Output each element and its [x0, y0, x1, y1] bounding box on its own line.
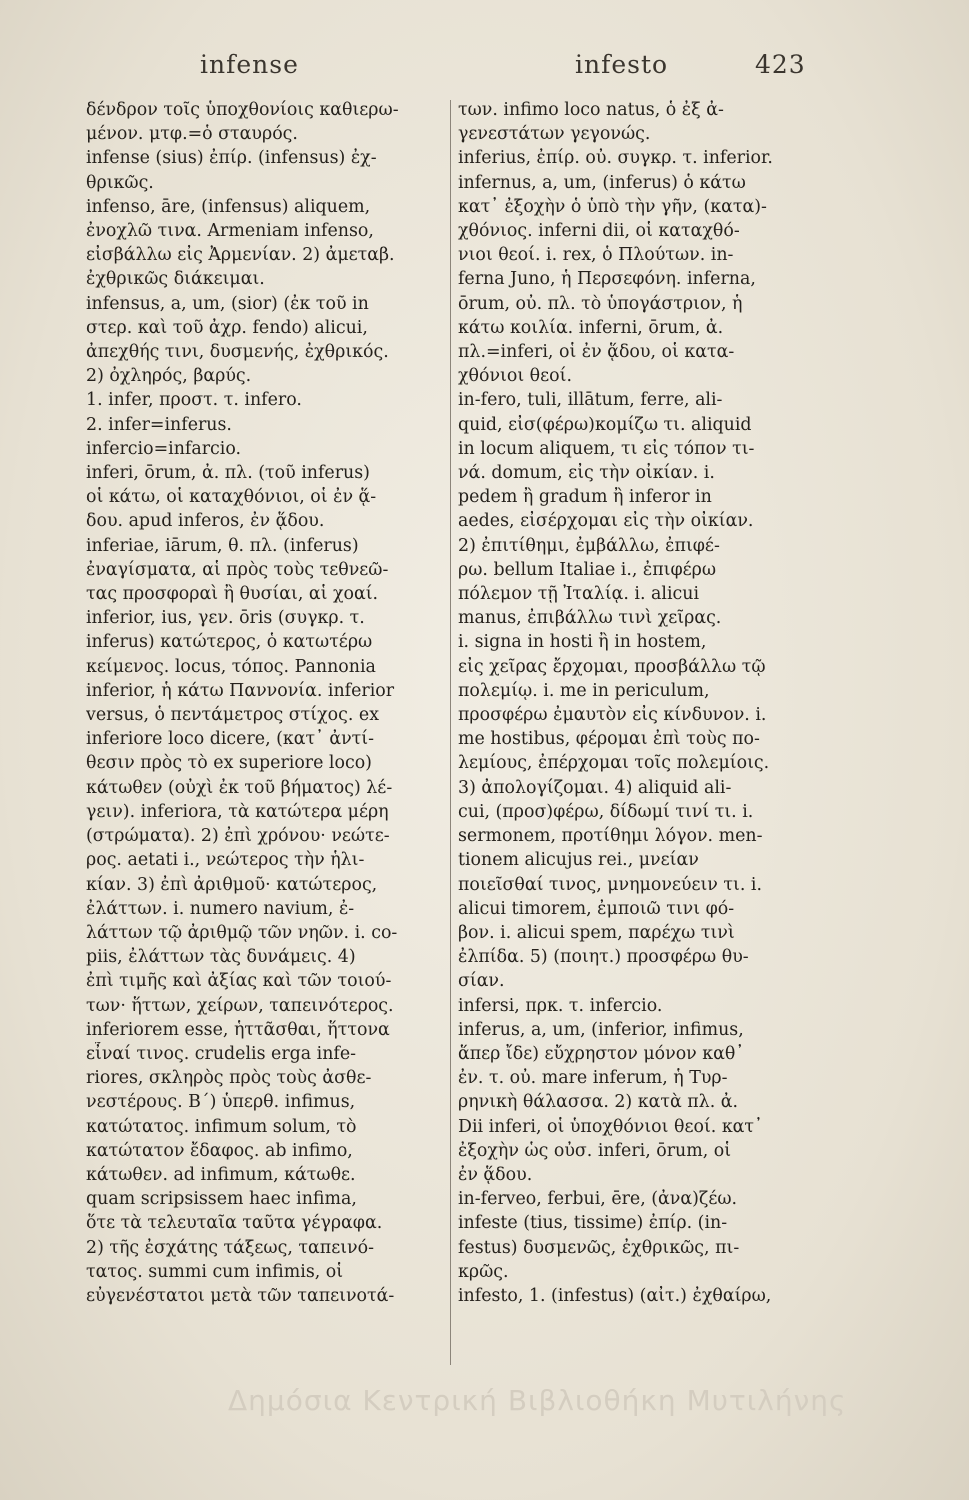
text-line: των. infimo loco natus, ὁ ἐξ ἀ- [458, 100, 724, 120]
text-line: quam scripsissem haec infima, [86, 1189, 357, 1210]
text-line: χθόνιοι θεοί. [458, 366, 572, 387]
text-line: στερ. καὶ τοῦ ἀχρ. fendo) alicui, [86, 317, 368, 338]
text-line: tionem alicujus rei., μνείαν [458, 850, 699, 871]
text-line: μένον. μτφ.=ὁ σταυρός. [86, 124, 298, 145]
text-line: εἰσβάλλω εἰς Ἀρμενίαν. 2) ἀμεταβ. [86, 245, 395, 266]
text-line: θρικῶς. [86, 172, 154, 193]
text-line: εἰς χεῖρας ἔρχομαι, προσβάλλω τῷ [458, 656, 766, 677]
text-line: Dii inferi, οἱ ὑποχθόνιοι θεοί. κατ᾽ [458, 1116, 763, 1137]
text-line: ρω. bellum Italiae i., ἐπιφέρω [458, 559, 717, 580]
text-line: νιοι θεοί. i. rex, ὁ Πλούτων. in- [458, 245, 734, 266]
text-line: cui, (προσ)φέρω, δίδωμί τινί τι. i. [458, 801, 754, 822]
text-line: piis, ἐλάττων τὰς δυνάμεις. 4) [86, 947, 356, 968]
text-line: in locum aliquem, τι εἰς τόπον τι- [458, 438, 755, 459]
text-line: κρῶς. [458, 1261, 509, 1282]
text-line: infensus, a, um, (sior) (ἐκ τοῦ in [86, 293, 369, 314]
text-line: 2) τῆς ἐσχάτης τάξεως, ταπεινό- [86, 1237, 374, 1258]
text-line: τας προσφοραὶ ἢ θυσίαι, αἱ χοαί. [86, 584, 379, 605]
text-line: εὐγενέστατοι μετὰ τῶν ταπεινοτά- [86, 1285, 395, 1306]
text-line: ἅπερ ἴδε) εὔχρηστον μόνον καθ᾽ [458, 1043, 745, 1064]
left-column [86, 98, 442, 1308]
text-line: ferna Juno, ἡ Περσεφόνη. inferna, [458, 269, 756, 290]
text-line: inferior, ἡ κάτω Παννονία. inferior [86, 680, 395, 701]
text-line: ἐχθρικῶς διάκειμαι. [86, 269, 265, 290]
text-line: γειν). inferiora, τὰ κατώτερα μέρη [86, 801, 389, 822]
text-line: πόλεμον τῇ Ἰταλίᾳ. i. alicui [458, 584, 700, 605]
text-line: inferus, a, um, (inferior, infimus, [458, 1019, 744, 1040]
text-line: γενεστάτων γεγονώς. [458, 124, 651, 145]
text-line: 3) ἀπολογίζομαι. 4) aliquid ali- [458, 777, 732, 798]
text-line: ἐν. τ. οὐ. mare inferum, ἡ Τυρ- [458, 1068, 728, 1089]
text-line: κατώτατον ἔδαφος. ab infimo, [86, 1140, 353, 1161]
text-line: ὅτε τὰ τελευταῖα ταῦτα γέγραφα. [86, 1213, 383, 1234]
column-divider [450, 100, 451, 1365]
text-line: inferus) κατώτερος, ὁ κατωτέρω [86, 632, 373, 653]
text-line: pedem ἢ gradum ἢ inferor in [458, 487, 712, 508]
text-line: ἐλπίδα. 5) (ποιητ.) προσφέρω θυ- [458, 947, 749, 968]
text-line: inferiae, iārum, θ. πλ. (inferus) [86, 535, 359, 556]
text-line: ἐν ᾅδου. [458, 1164, 533, 1185]
text-line: ἐξοχὴν ὡς οὐσ. inferi, ōrum, οἱ [458, 1140, 732, 1161]
text-line: me hostibus, φέρομαι ἐπὶ τοὺς πο- [458, 729, 760, 750]
header-guide-word-left: infense [200, 50, 299, 79]
text-line: (στρώματα). 2) ἐπὶ χρόνου· νεώτε- [86, 826, 390, 847]
text-line: ἐνοχλῶ τινα. Armeniam infenso, [86, 221, 374, 242]
text-line: προσφέρω ἐμαυτὸν εἰς κίνδυνον. i. [458, 705, 767, 726]
text-line: inferi, ōrum, ἀ. πλ. (τοῦ inferus) [86, 463, 370, 484]
text-line: 2) ὀχληρός, βαρύς. [86, 366, 252, 387]
text-line: ἐπὶ τιμῆς καὶ ἀξίας καὶ τῶν τοιού- [86, 971, 392, 992]
right-column [458, 98, 830, 1308]
text-line: ποιεῖσθαί τινος, μνημονεύειν τι. i. [458, 874, 762, 895]
text-line: κίαν. 3) ἐπὶ ἀριθμοῦ· κατώτερος, [86, 874, 378, 895]
text-line: δου. apud inferos, ἐν ᾅδου. [86, 511, 325, 532]
text-line: των· ἥττων, χείρων, ταπεινότερος. [86, 995, 394, 1016]
text-line: νεστέρους. Β΄) ὑπερθ. infimus, [86, 1092, 356, 1113]
text-line: manus, ἐπιβάλλω τινὶ χεῖρας. [458, 608, 722, 629]
text-line: εἶναί τινος. crudelis erga infe- [86, 1043, 357, 1064]
text-line: ρηνικὴ θάλασσα. 2) κατὰ πλ. ἀ. [458, 1092, 739, 1113]
text-line: ἐναγίσματα, αἱ πρὸς τοὺς τεθνεῶ- [86, 559, 389, 580]
text-line: κάτω κοιλία. inferni, ōrum, ἀ. [458, 317, 724, 338]
text-line: in-fero, tuli, illātum, ferre, ali- [458, 390, 723, 411]
text-line: ōrum, οὐ. πλ. τὸ ὑπογάστριον, ἡ [458, 293, 743, 314]
text-line: quid, εἰσ(φέρω)κομίζω τι. aliquid [458, 414, 752, 435]
text-line: ἐλάττων. i. numero navium, ἐ- [86, 898, 355, 919]
text-line: alicui timorem, ἐμποιῶ τινι φό- [458, 898, 735, 919]
text-line: νά. domum, εἰς τὴν οἰκίαν. i. [458, 463, 715, 484]
text-line: λάττων τῷ ἀριθμῷ τῶν νηῶν. i. co- [86, 922, 398, 943]
text-line: infeste (tius, tissime) ἐπίρ. (in- [458, 1213, 728, 1234]
text-line: δένδρον τοῖς ὑποχθονίοις καθιερω- [86, 100, 399, 120]
text-line: aedes, εἰσέρχομαι εἰς τὴν οἰκίαν. [458, 511, 754, 532]
text-line: κατ᾽ ἐξοχὴν ὁ ὑπὸ τὴν γῆν, (κατα)- [458, 196, 767, 217]
text-line: inferiore loco dicere, (κατ᾽ ἀντί- [86, 729, 374, 750]
text-line: infersi, πρκ. τ. infercio. [458, 995, 663, 1016]
text-line: 2) ἐπιτίθημι, ἐμβάλλω, ἐπιφέ- [458, 535, 720, 556]
text-line: κάτωθεν. ad infimum, κάτωθε. [86, 1164, 356, 1185]
text-line: infesto, 1. (infestus) (αἰτ.) ἐχθαίρω, [458, 1285, 772, 1306]
text-line: χθόνιος. inferni dii, οἱ καταχθό- [458, 221, 740, 242]
text-line: κατώτατος. infimum solum, τὸ [86, 1116, 357, 1137]
text-line: βον. i. alicui spem, παρέχω τινὶ [458, 922, 735, 943]
text-line: ἀπεχθής τινι, δυσμενής, ἐχθρικός. [86, 342, 389, 363]
text-line: infenso, āre, (infensus) aliquem, [86, 196, 371, 217]
text-line: inferiorem esse, ἡττᾶσθαι, ἥττονα [86, 1019, 390, 1040]
text-line: i. signa in hosti ἢ in hostem, [458, 632, 707, 653]
text-line: infercio=infarcio. [86, 438, 242, 459]
text-line: festus) δυσμενῶς, ἐχθρικῶς, πι- [458, 1237, 740, 1258]
text-line: infernus, a, um, (inferus) ὁ κάτω [458, 172, 746, 193]
text-line: οἱ κάτω, οἱ καταχθόνιοι, οἱ ἐν ᾅ- [86, 487, 377, 508]
text-line: infense (sius) ἐπίρ. (infensus) ἐχ- [86, 148, 377, 169]
text-line: σίαν. [458, 971, 505, 992]
text-line: versus, ὁ πεντάμετρος στίχος. ex [86, 705, 380, 726]
text-line: 2. infer=inferus. [86, 414, 232, 435]
header-guide-word-right: infesto [575, 50, 669, 79]
text-line: τατος. summi cum infimis, οἱ [86, 1261, 344, 1282]
page-number: 423 [755, 50, 806, 79]
text-line: in-ferveo, ferbui, ēre, (ἀνα)ζέω. [458, 1189, 738, 1210]
text-line: θεσιν πρὸς τὸ ex superiore loco) [86, 753, 372, 774]
library-watermark: Δημόσια Κεντρική Βιβλιοθήκη Μυτιλήνης [228, 1384, 847, 1417]
text-line: inferior, ius, γεν. ōris (συγκρ. τ. [86, 608, 365, 629]
page-header [60, 50, 850, 90]
text-line: ρος. aetati i., νεώτερος τὴν ἡλι- [86, 850, 365, 871]
text-line: 1. infer, προστ. τ. infero. [86, 390, 302, 411]
text-line: κάτωθεν (οὐχὶ ἐκ τοῦ βήματος) λέ- [86, 777, 393, 798]
text-line: πολεμίῳ. i. me in periculum, [458, 680, 710, 701]
text-line: sermonem, προτίθημι λόγον. men- [458, 826, 763, 847]
text-line: inferius, ἐπίρ. οὐ. συγκρ. τ. inferior. [458, 148, 773, 169]
text-line: λεμίους, ἐπέρχομαι τοῖς πολεμίοις. [458, 753, 770, 774]
text-line: κείμενος. locus, τόπος. Pannonia [86, 656, 376, 677]
text-line: riores, σκληρὸς πρὸς τοὺς ἀσθε- [86, 1068, 372, 1089]
text-line: πλ.=inferi, οἱ ἐν ᾅδου, οἱ κατα- [458, 342, 735, 363]
